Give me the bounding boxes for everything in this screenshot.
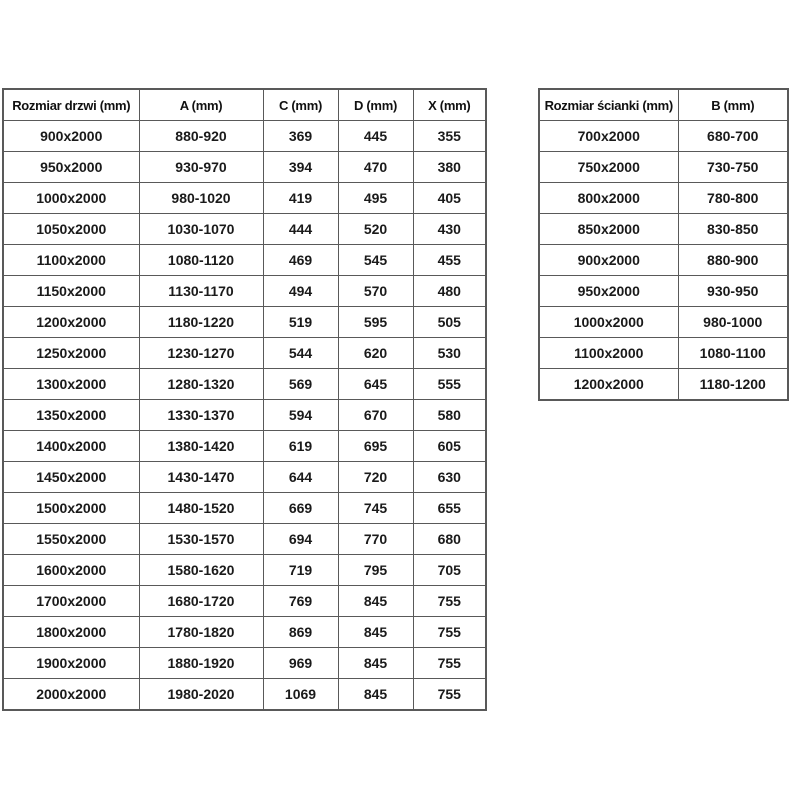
table-cell: 1000x2000 <box>3 183 139 214</box>
table-cell: 969 <box>263 648 338 679</box>
door-sizes-table-body <box>3 121 486 711</box>
table-cell: 755 <box>413 617 486 648</box>
table-cell: 730-750 <box>678 152 788 183</box>
table-row <box>3 462 486 493</box>
table-cell: 1250x2000 <box>3 338 139 369</box>
table-row <box>3 679 486 711</box>
wall-sizes-table-body <box>539 121 788 401</box>
table-cell: 700x2000 <box>539 121 678 152</box>
table-cell: 1300x2000 <box>3 369 139 400</box>
table-row <box>3 586 486 617</box>
table-cell: 520 <box>338 214 413 245</box>
table-cell: 544 <box>263 338 338 369</box>
table-cell: 745 <box>338 493 413 524</box>
table-cell: 1180-1220 <box>139 307 263 338</box>
table-cell: 1130-1170 <box>139 276 263 307</box>
table-cell: 950x2000 <box>3 152 139 183</box>
table-cell: 430 <box>413 214 486 245</box>
table-cell: 605 <box>413 431 486 462</box>
table-cell: 1600x2000 <box>3 555 139 586</box>
table-cell: 405 <box>413 183 486 214</box>
door-sizes-table-header <box>3 89 486 121</box>
table-cell: 530 <box>413 338 486 369</box>
table-cell: 394 <box>263 152 338 183</box>
column-header: Rozmiar ścianki (mm) <box>539 89 678 121</box>
table-cell: 950x2000 <box>539 276 678 307</box>
table-cell: 900x2000 <box>539 245 678 276</box>
table-row <box>539 121 788 152</box>
table-row <box>539 245 788 276</box>
table-cell: 750x2000 <box>539 152 678 183</box>
table-row <box>539 369 788 401</box>
table-cell: 1880-1920 <box>139 648 263 679</box>
table-cell: 1100x2000 <box>539 338 678 369</box>
table-cell: 1430-1470 <box>139 462 263 493</box>
table-cell: 720 <box>338 462 413 493</box>
table-cell: 1380-1420 <box>139 431 263 462</box>
table-cell: 930-950 <box>678 276 788 307</box>
table-cell: 880-900 <box>678 245 788 276</box>
table-cell: 1200x2000 <box>3 307 139 338</box>
table-cell: 644 <box>263 462 338 493</box>
table-cell: 1100x2000 <box>3 245 139 276</box>
table-cell: 669 <box>263 493 338 524</box>
table-cell: 1450x2000 <box>3 462 139 493</box>
table-cell: 880-920 <box>139 121 263 152</box>
table-cell: 770 <box>338 524 413 555</box>
table-cell: 680-700 <box>678 121 788 152</box>
table-cell: 670 <box>338 400 413 431</box>
wall-sizes-table <box>538 88 789 401</box>
table-cell: 1200x2000 <box>539 369 678 401</box>
table-cell: 1080-1120 <box>139 245 263 276</box>
table-row <box>3 555 486 586</box>
table-cell: 845 <box>338 648 413 679</box>
table-cell: 1000x2000 <box>539 307 678 338</box>
table-cell: 1069 <box>263 679 338 711</box>
table-cell: 444 <box>263 214 338 245</box>
table-cell: 455 <box>413 245 486 276</box>
table-row <box>3 245 486 276</box>
table-cell: 719 <box>263 555 338 586</box>
header-row <box>3 89 486 121</box>
table-cell: 655 <box>413 493 486 524</box>
table-cell: 705 <box>413 555 486 586</box>
header-row <box>539 89 788 121</box>
table-row <box>539 307 788 338</box>
table-cell: 1180-1200 <box>678 369 788 401</box>
table-row <box>3 648 486 679</box>
column-header: A (mm) <box>139 89 263 121</box>
table-cell: 369 <box>263 121 338 152</box>
table-row <box>3 493 486 524</box>
table-cell: 645 <box>338 369 413 400</box>
table-row <box>539 214 788 245</box>
table-cell: 569 <box>263 369 338 400</box>
table-cell: 2000x2000 <box>3 679 139 711</box>
table-row <box>539 152 788 183</box>
table-cell: 1780-1820 <box>139 617 263 648</box>
table-row <box>539 183 788 214</box>
table-cell: 1350x2000 <box>3 400 139 431</box>
table-row <box>3 524 486 555</box>
table-cell: 1230-1270 <box>139 338 263 369</box>
table-cell: 850x2000 <box>539 214 678 245</box>
table-cell: 555 <box>413 369 486 400</box>
table-cell: 980-1020 <box>139 183 263 214</box>
table-row <box>3 338 486 369</box>
table-cell: 469 <box>263 245 338 276</box>
table-cell: 1900x2000 <box>3 648 139 679</box>
column-header: X (mm) <box>413 89 486 121</box>
table-cell: 900x2000 <box>3 121 139 152</box>
table-cell: 505 <box>413 307 486 338</box>
table-cell: 980-1000 <box>678 307 788 338</box>
table-cell: 845 <box>338 586 413 617</box>
table-cell: 1800x2000 <box>3 617 139 648</box>
table-cell: 355 <box>413 121 486 152</box>
table-cell: 1150x2000 <box>3 276 139 307</box>
table-cell: 869 <box>263 617 338 648</box>
table-cell: 470 <box>338 152 413 183</box>
table-row <box>3 617 486 648</box>
column-header: B (mm) <box>678 89 788 121</box>
table-cell: 1050x2000 <box>3 214 139 245</box>
table-cell: 680 <box>413 524 486 555</box>
table-cell: 1480-1520 <box>139 493 263 524</box>
table-cell: 1580-1620 <box>139 555 263 586</box>
table-cell: 419 <box>263 183 338 214</box>
table-cell: 620 <box>338 338 413 369</box>
table-cell: 1500x2000 <box>3 493 139 524</box>
table-cell: 694 <box>263 524 338 555</box>
table-cell: 755 <box>413 586 486 617</box>
table-row <box>3 431 486 462</box>
table-cell: 830-850 <box>678 214 788 245</box>
table-cell: 930-970 <box>139 152 263 183</box>
table-row <box>3 152 486 183</box>
table-cell: 494 <box>263 276 338 307</box>
table-row <box>3 214 486 245</box>
table-cell: 1550x2000 <box>3 524 139 555</box>
table-cell: 380 <box>413 152 486 183</box>
table-cell: 519 <box>263 307 338 338</box>
table-row <box>3 183 486 214</box>
table-cell: 630 <box>413 462 486 493</box>
column-header: Rozmiar drzwi (mm) <box>3 89 139 121</box>
column-header: D (mm) <box>338 89 413 121</box>
table-cell: 1330-1370 <box>139 400 263 431</box>
table-cell: 695 <box>338 431 413 462</box>
table-row <box>3 276 486 307</box>
table-cell: 1280-1320 <box>139 369 263 400</box>
table-cell: 1980-2020 <box>139 679 263 711</box>
table-row <box>3 400 486 431</box>
table-cell: 594 <box>263 400 338 431</box>
table-cell: 1700x2000 <box>3 586 139 617</box>
table-row <box>3 369 486 400</box>
table-cell: 845 <box>338 679 413 711</box>
wall-sizes-table-header <box>539 89 788 121</box>
table-row <box>539 276 788 307</box>
table-cell: 845 <box>338 617 413 648</box>
table-cell: 1680-1720 <box>139 586 263 617</box>
table-cell: 1080-1100 <box>678 338 788 369</box>
table-cell: 755 <box>413 648 486 679</box>
table-cell: 1030-1070 <box>139 214 263 245</box>
table-cell: 1530-1570 <box>139 524 263 555</box>
table-cell: 1400x2000 <box>3 431 139 462</box>
table-cell: 595 <box>338 307 413 338</box>
table-cell: 545 <box>338 245 413 276</box>
table-cell: 480 <box>413 276 486 307</box>
table-cell: 800x2000 <box>539 183 678 214</box>
table-cell: 619 <box>263 431 338 462</box>
table-cell: 769 <box>263 586 338 617</box>
table-row <box>3 121 486 152</box>
column-header: C (mm) <box>263 89 338 121</box>
table-cell: 795 <box>338 555 413 586</box>
table-cell: 755 <box>413 679 486 711</box>
table-cell: 445 <box>338 121 413 152</box>
table-row <box>539 338 788 369</box>
table-cell: 570 <box>338 276 413 307</box>
table-cell: 780-800 <box>678 183 788 214</box>
table-cell: 495 <box>338 183 413 214</box>
table-row <box>3 307 486 338</box>
door-sizes-table <box>2 88 487 711</box>
table-cell: 580 <box>413 400 486 431</box>
